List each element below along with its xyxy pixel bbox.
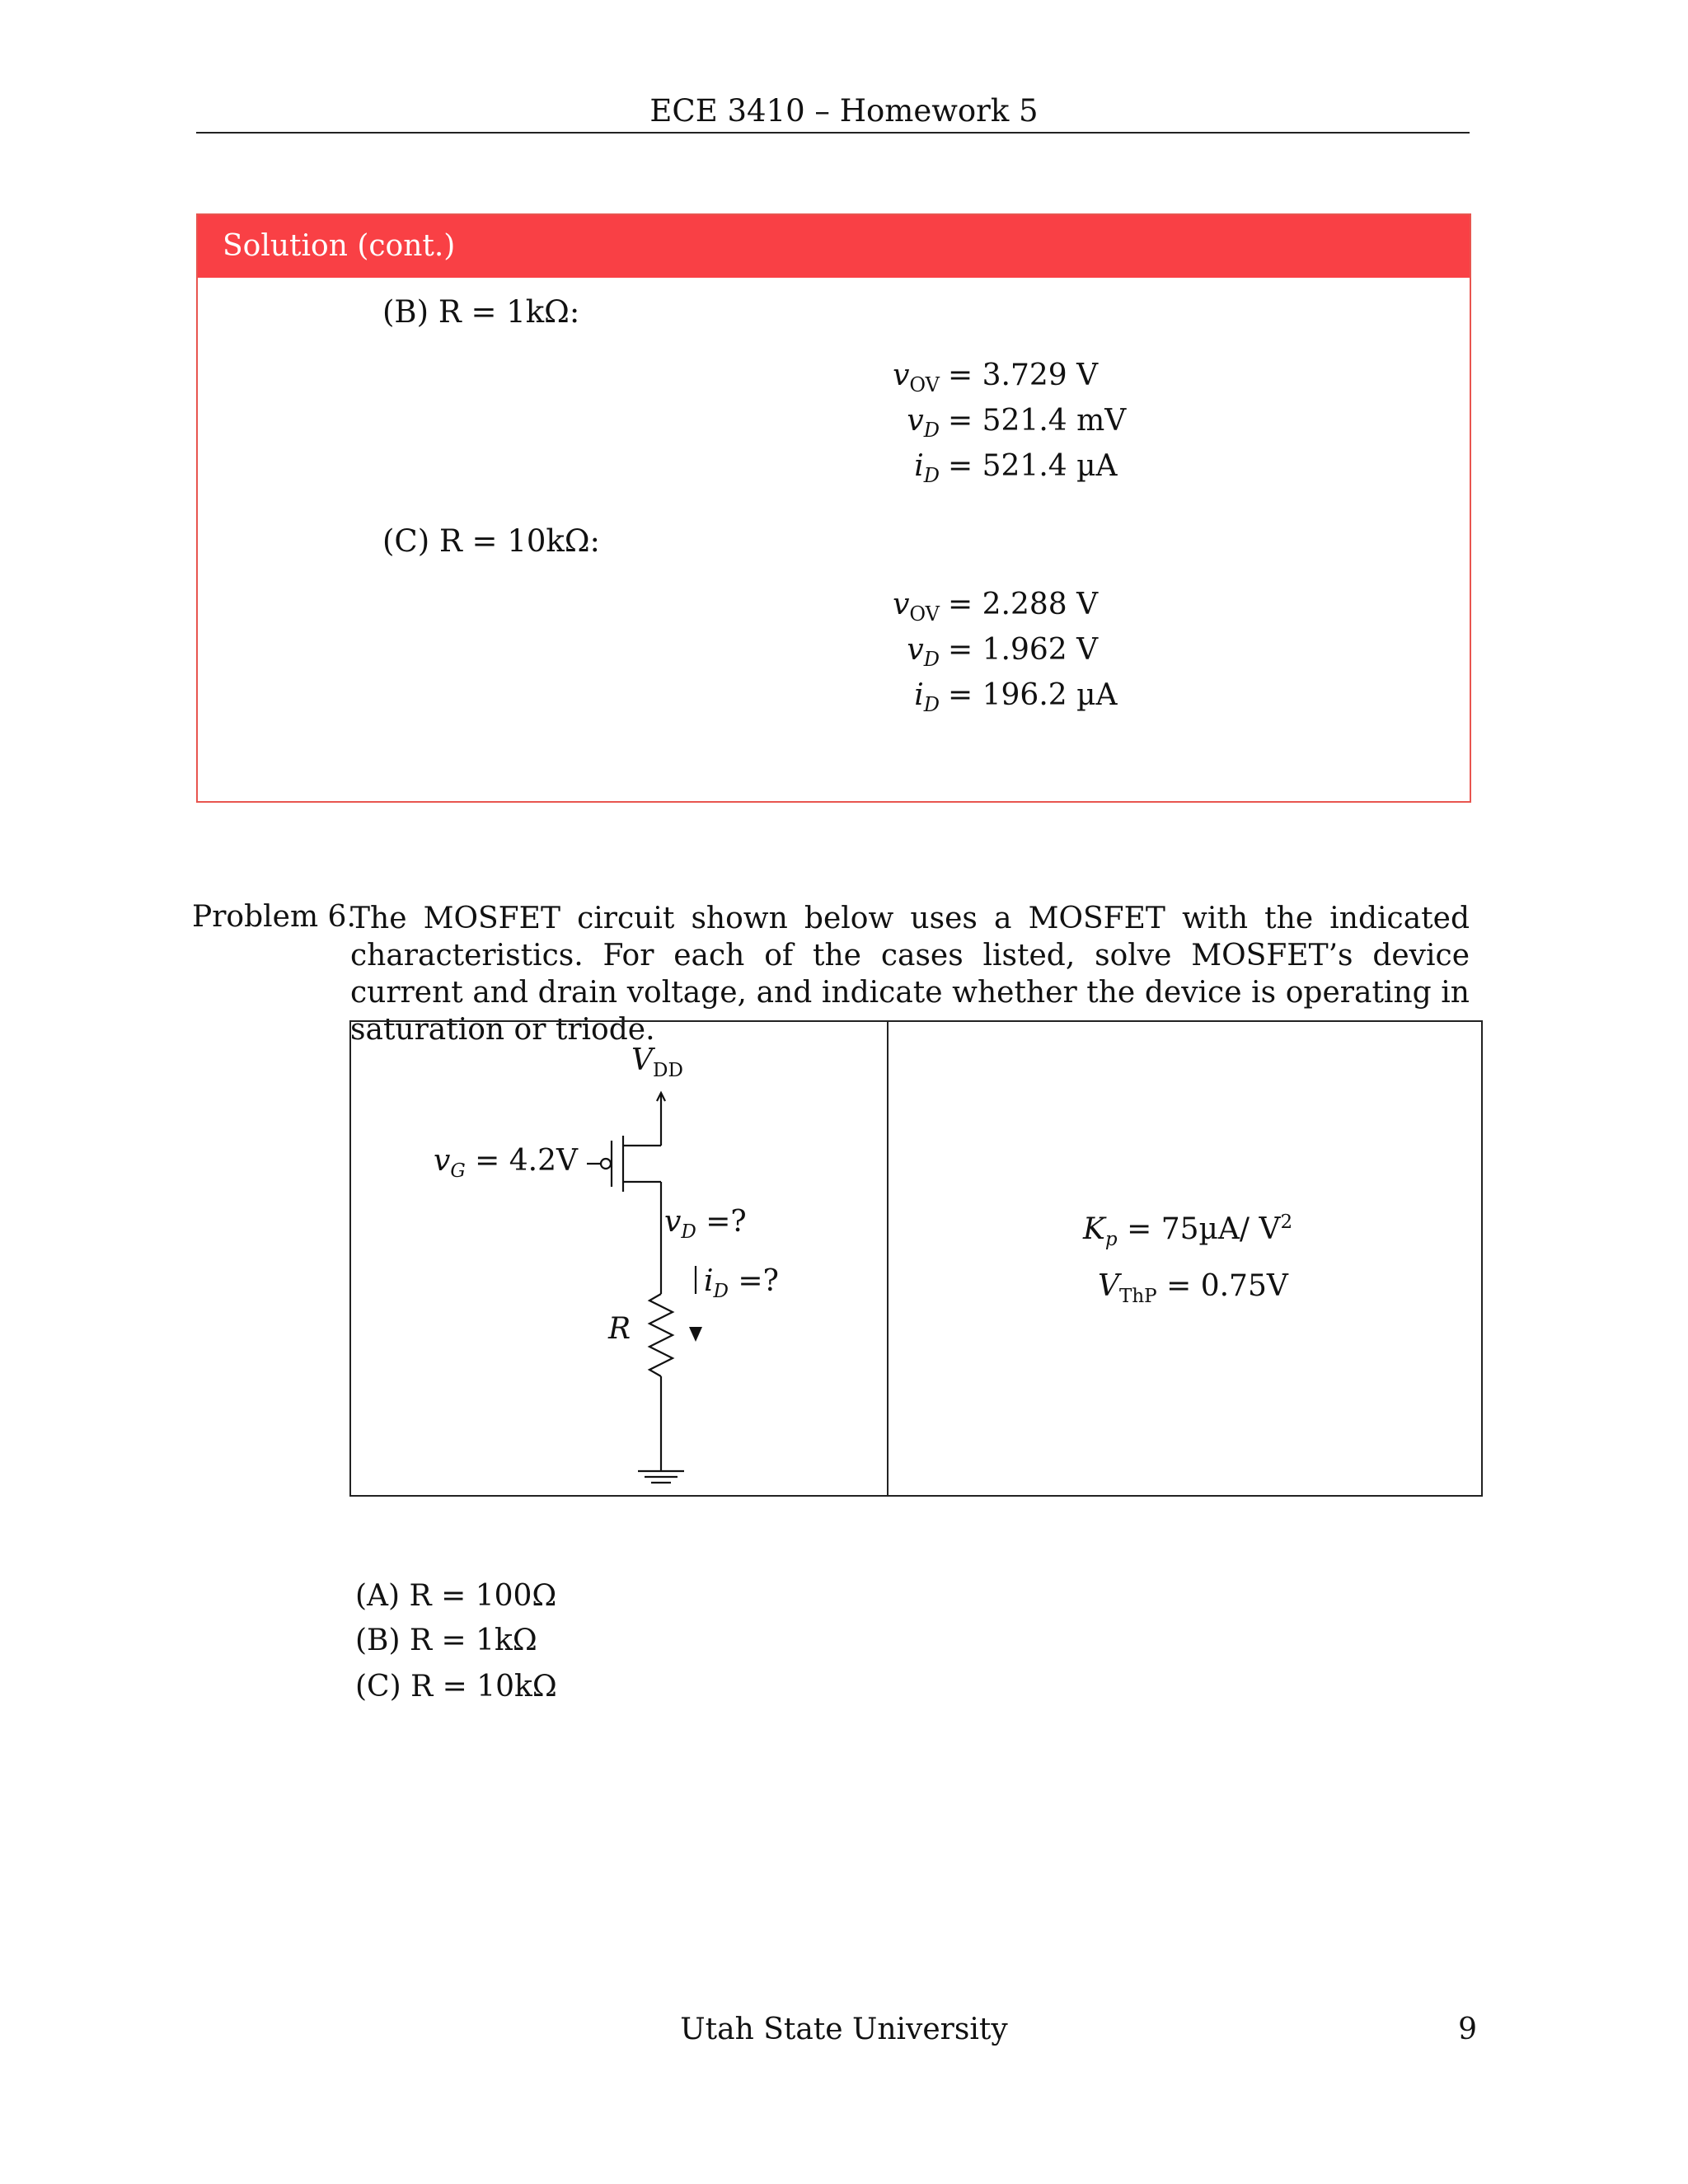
solution-part-c-equations (832, 588, 1118, 724)
case-c: (C) R = 10kΩ (355, 1670, 557, 1704)
circuit-figure (349, 1020, 1483, 1497)
resistor-label: R (608, 1312, 631, 1346)
header-title: ECE 3410 – Homework 5 (649, 93, 1039, 129)
equation-subscript: OV (909, 602, 940, 626)
equation-subscript: OV (909, 373, 940, 397)
page-number: 9 (1458, 2013, 1477, 2046)
solution-part-b-heading: (B) R = 1kΩ: (382, 294, 580, 330)
solution-part-c-heading: (C) R = 10kΩ: (382, 523, 600, 559)
vd-label: $v_D$ =? (664, 1205, 747, 1244)
equation-subscript: D (923, 464, 940, 488)
equation-variable: v (907, 404, 924, 438)
case-a: (A) R = 100Ω (355, 1579, 557, 1613)
equation-value: = 2.288 V (948, 588, 1099, 621)
equation-subscript: D (923, 693, 940, 717)
vg-label: $v_G = 4.2V$ (434, 1144, 579, 1183)
equation-row (832, 633, 1118, 678)
resistor-icon (649, 1294, 673, 1376)
equation-variable: i (914, 449, 924, 483)
current-arrow-icon (689, 1327, 702, 1342)
equation-row (832, 359, 1126, 404)
equation-value: = 521.4 µA (948, 449, 1118, 483)
equation-value: = 521.4 mV (948, 404, 1127, 438)
solution-banner: Solution (cont.) (198, 215, 1470, 278)
equation-row (832, 588, 1118, 633)
problem-text: The MOSFET circuit shown below uses a MOSFET with the indicated characteristics. For each of the cases listed, solve MOSFET’s device current and drain voltage, and indicate whether the device is operating in saturation or triode. (350, 902, 1470, 1047)
equation-variable: i (914, 678, 924, 712)
equation-value: = 1.962 V (948, 633, 1099, 667)
figure-divider (887, 1022, 889, 1495)
equation-row (832, 678, 1118, 724)
equation-row (832, 404, 1126, 449)
equation-subscript: D (923, 648, 940, 672)
equation-subscript: D (923, 419, 940, 443)
solution-part-b-equations (832, 359, 1126, 494)
equation-variable: v (907, 633, 924, 667)
id-label: $i_D$ =? (704, 1264, 779, 1303)
vdd-label: $V_{DD}$ (631, 1043, 683, 1082)
solution-box (196, 213, 1471, 803)
equation-variable: v (893, 359, 910, 392)
gate-bubble-icon (601, 1159, 611, 1169)
problem-label: Problem 6. (192, 900, 356, 934)
footer-university: Utah State University (680, 2013, 1008, 2046)
kp-label: $K_p = 75\mu A/$ $V^2$ (1083, 1212, 1293, 1251)
equation-row (832, 449, 1126, 494)
equation-value: = 196.2 µA (948, 678, 1118, 712)
header-rule (196, 132, 1470, 134)
vth-label: $V_{ThP} = 0.75V$ (1098, 1269, 1288, 1308)
equation-variable: v (893, 588, 910, 621)
equation-value: = 3.729 V (948, 359, 1099, 392)
circuit-diagram (351, 1022, 887, 1495)
case-b: (B) R = 1kΩ (355, 1624, 537, 1657)
